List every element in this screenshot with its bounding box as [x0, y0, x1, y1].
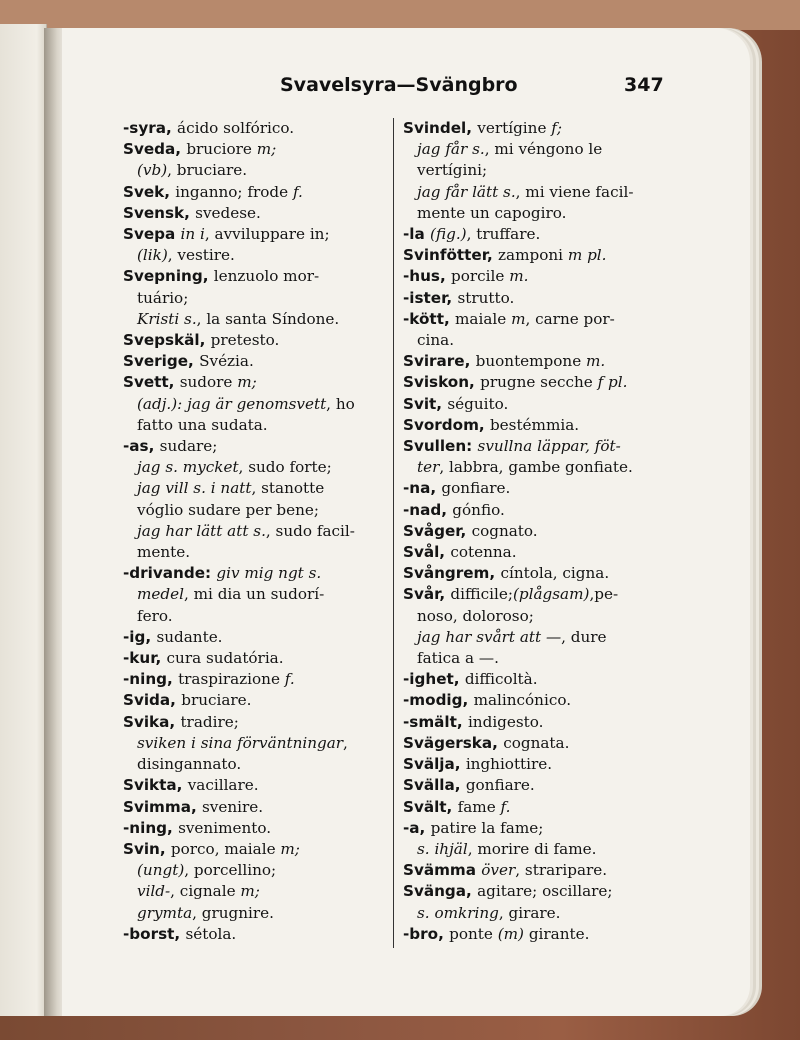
- dictionary-line: [403, 903, 681, 924]
- dictionary-line: [403, 478, 681, 499]
- entry-headword: Sviskon,: [403, 373, 481, 392]
- dictionary-line: [123, 542, 385, 563]
- page-header: [0, 72, 800, 102]
- left-column: [123, 118, 385, 945]
- entry-text: cura sudatória.: [166, 649, 284, 668]
- dictionary-line: [123, 139, 385, 160]
- entry-text: ,: [343, 733, 348, 752]
- dictionary-line: [123, 903, 385, 924]
- dictionary-line: [403, 330, 681, 351]
- entry-text: , ho: [326, 394, 355, 413]
- dictionary-line: [123, 330, 385, 351]
- entry-text: tuário;: [137, 288, 189, 307]
- entry-text: , labbra, gambe gonfiate.: [439, 458, 633, 477]
- dictionary-line: [403, 627, 681, 648]
- entry-italic: svullna läppar, föt-: [477, 437, 621, 456]
- entry-headword: -ister,: [403, 288, 458, 307]
- entry-text: traspirazione: [178, 670, 285, 689]
- dictionary-line: [403, 372, 681, 393]
- right-column: [403, 118, 681, 945]
- entry-headword: Svinfötter,: [403, 246, 499, 265]
- entry-headword: -kött,: [403, 309, 456, 328]
- entry-text: , mi dia un sudorí-: [183, 585, 325, 604]
- entry-text: inganno; frode: [175, 182, 293, 201]
- entry-italic: m;: [240, 882, 260, 901]
- entry-italic: m pl.: [567, 246, 607, 265]
- dictionary-line: [403, 860, 681, 881]
- entry-headword: Svullen:: [403, 437, 478, 456]
- entry-text: , grugnire.: [192, 903, 274, 922]
- dictionary-line: [403, 203, 681, 224]
- entry-headword: Svordom,: [403, 415, 490, 434]
- entry-text: fame: [457, 797, 501, 816]
- entry-italic: sviken i sina förväntningar: [137, 733, 344, 752]
- dictionary-line: [403, 690, 681, 711]
- entry-text: vertígine: [477, 119, 552, 137]
- entry-headword: -modig,: [403, 691, 474, 710]
- dictionary-line: [403, 160, 681, 181]
- entry-text: lenzuolo mor-: [213, 267, 320, 286]
- dictionary-line: [123, 457, 385, 478]
- dictionary-line: [123, 521, 385, 542]
- entry-text: cíntola, cigna.: [500, 564, 610, 583]
- dictionary-line: [403, 436, 681, 457]
- entry-headword: Svepskäl,: [123, 331, 211, 350]
- dictionary-line: [123, 203, 385, 224]
- entry-italic: m: [511, 309, 526, 328]
- entry-italic: jag har svårt att —: [417, 627, 562, 646]
- dictionary-line: [123, 309, 385, 330]
- dictionary-line: [403, 924, 681, 945]
- entry-headword: Svägerska,: [403, 733, 504, 752]
- entry-italic: ter: [417, 458, 440, 477]
- entry-headword: Svika,: [123, 712, 181, 731]
- dictionary-line: [123, 182, 385, 203]
- entry-italic: m;: [237, 373, 257, 392]
- dictionary-line: [123, 924, 385, 945]
- entry-headword: -nad,: [403, 500, 453, 519]
- entry-text: bruciare.: [181, 691, 252, 710]
- dictionary-line: [123, 860, 385, 881]
- entry-text: svenimento.: [178, 818, 272, 837]
- entry-headword: Svepa: [123, 225, 181, 244]
- entry-text: cognato.: [471, 521, 538, 540]
- entry-text: cognata.: [503, 733, 570, 752]
- entry-italic: medel: [137, 585, 184, 604]
- entry-italic: jag får s.: [417, 140, 485, 159]
- dictionary-line: [403, 563, 681, 584]
- entry-headword: -borst,: [123, 924, 186, 943]
- entry-headword: Svensk,: [123, 203, 196, 222]
- dictionary-line: [403, 648, 681, 669]
- entry-text: , carne por-: [525, 309, 615, 328]
- dictionary-line: [403, 245, 681, 266]
- entry-text: cotenna.: [450, 543, 517, 562]
- dictionary-line: [403, 415, 681, 436]
- entry-italic: (adj.): jag är genomsvett: [137, 394, 327, 413]
- entry-text: , morire di fame.: [467, 839, 597, 858]
- dictionary-line: [403, 500, 681, 521]
- entry-headword: -as,: [123, 437, 160, 456]
- entry-italic: vild-: [137, 882, 171, 901]
- entry-headword: -ig,: [123, 627, 157, 646]
- entry-text: , mi viene facil-: [515, 182, 634, 201]
- dictionary-line: [403, 712, 681, 733]
- entry-italic: f.: [284, 670, 295, 689]
- dictionary-line: [123, 881, 385, 902]
- entry-italic: över: [481, 861, 516, 880]
- entry-headword: Svåger,: [403, 521, 472, 540]
- entry-text: sudare;: [159, 437, 218, 456]
- entry-text: ,pe-: [589, 585, 619, 604]
- entry-headword: -syra,: [123, 119, 178, 137]
- dictionary-line: [123, 648, 385, 669]
- entry-headword: -bro,: [403, 924, 450, 943]
- entry-text: ácido solfórico.: [177, 119, 295, 137]
- entry-italic: jag vill s. i natt: [137, 479, 252, 498]
- entry-headword: -a,: [403, 818, 431, 837]
- entry-headword: Svält,: [403, 797, 458, 816]
- dictionary-line: [123, 288, 385, 309]
- entry-headword: Svår,: [403, 585, 451, 604]
- entry-text: Svézia.: [199, 352, 254, 371]
- entry-text: difficoltà.: [464, 670, 538, 689]
- entry-italic: jag får lätt s.: [417, 182, 516, 201]
- entry-headword: Sverige,: [123, 352, 200, 371]
- dictionary-line: [123, 775, 385, 796]
- dictionary-line: [403, 394, 681, 415]
- entry-headword: Svål,: [403, 543, 451, 562]
- dictionary-line: [403, 584, 681, 605]
- dictionary-line: [123, 839, 385, 860]
- dictionary-line: [403, 606, 681, 627]
- entry-text: porcile: [451, 267, 510, 286]
- entry-text: gonfiare.: [465, 776, 535, 795]
- entry-text: mente un capogiro.: [417, 203, 567, 222]
- entry-headword: -ning,: [123, 818, 179, 837]
- entry-headword: Svälla,: [403, 776, 466, 795]
- dictionary-line: [123, 606, 385, 627]
- entry-headword: -la: [403, 225, 431, 244]
- entry-italic: m;: [256, 140, 277, 159]
- dictionary-line: [403, 288, 681, 309]
- entry-italic: (ungt): [137, 861, 185, 880]
- entry-text: sudante.: [156, 627, 223, 646]
- entry-text: svedese.: [195, 203, 261, 222]
- dictionary-line: [123, 797, 385, 818]
- dictionary-line: [403, 457, 681, 478]
- entry-text: pretesto.: [210, 331, 280, 350]
- entry-text: agitare; oscillare;: [477, 882, 613, 901]
- dictionary-line: [123, 160, 385, 181]
- entry-text: patire la fame;: [430, 818, 544, 837]
- entry-text: , mi véngono le: [484, 140, 603, 159]
- dictionary-line: [403, 775, 681, 796]
- entry-text: girante.: [524, 924, 590, 943]
- entry-italic: (m): [497, 924, 524, 943]
- entry-text: fatto una sudata.: [137, 415, 268, 434]
- dictionary-line: [403, 118, 681, 139]
- entry-text: fatica a —.: [417, 649, 499, 668]
- dictionary-line: [403, 754, 681, 775]
- entry-headword: Svälja,: [403, 755, 466, 774]
- entry-italic: jag s. mycket: [137, 458, 239, 477]
- entry-italic: f.: [500, 797, 511, 816]
- entry-text: porco, maiale: [170, 839, 281, 858]
- entry-text: , sudo forte;: [238, 458, 332, 477]
- entry-headword: -hus,: [403, 267, 452, 286]
- dictionary-line: [123, 669, 385, 690]
- entry-italic: giv mig ngt s.: [216, 564, 322, 583]
- entry-text: difficile;: [450, 585, 513, 604]
- entry-text: bruciore: [186, 140, 257, 159]
- entry-text: noso, doloroso;: [417, 606, 534, 625]
- entry-headword: -na,: [403, 479, 442, 498]
- entry-text: , vestire.: [167, 246, 235, 265]
- entry-headword: Sveda,: [123, 140, 187, 159]
- entry-italic: m;: [280, 839, 300, 858]
- dictionary-line: [123, 500, 385, 521]
- entry-headword: Svit,: [403, 394, 448, 413]
- entry-text: gonfiare.: [441, 479, 511, 498]
- dictionary-line: [123, 394, 385, 415]
- entry-italic: s. ihjäl: [417, 839, 468, 858]
- entry-italic: f;: [551, 119, 563, 137]
- entry-text: tradire;: [180, 712, 239, 731]
- entry-headword: Svikta,: [123, 776, 188, 795]
- dictionary-line: [123, 372, 385, 393]
- entry-text: , dure: [561, 627, 607, 646]
- entry-headword: Svångrem,: [403, 564, 501, 583]
- dictionary-line: [123, 415, 385, 436]
- entry-text: malincónico.: [473, 691, 572, 710]
- dictionary-line: [123, 627, 385, 648]
- entry-text: bestémmia.: [489, 415, 580, 434]
- entry-italic: (vb): [137, 161, 168, 180]
- dictionary-line: [123, 584, 385, 605]
- entry-text: sétola.: [185, 924, 237, 943]
- dictionary-line: [403, 733, 681, 754]
- dictionary-line: [123, 118, 385, 139]
- entry-headword: -ning,: [123, 670, 179, 689]
- running-title: Svavelsyra—Svängbro: [280, 74, 518, 96]
- entry-text: zamponi: [498, 246, 568, 265]
- entry-text: , girare.: [498, 903, 561, 922]
- dictionary-line: [403, 881, 681, 902]
- dictionary-line: [403, 521, 681, 542]
- entry-italic: in i: [180, 225, 205, 244]
- entry-headword: -kur,: [123, 649, 167, 668]
- entry-text: gónfio.: [452, 500, 505, 519]
- dictionary-line: [403, 139, 681, 160]
- entry-text: inghiottire.: [465, 755, 553, 774]
- entry-headword: -smält,: [403, 712, 468, 731]
- entry-text: , la santa Síndone.: [196, 309, 340, 328]
- dictionary-line: [403, 182, 681, 203]
- entry-text: strutto.: [457, 288, 515, 307]
- entry-text: buontempone: [475, 352, 587, 371]
- dictionary-line: [123, 690, 385, 711]
- entry-text: svenire.: [202, 797, 264, 816]
- entry-text: , avviluppare in;: [204, 225, 330, 244]
- entry-headword: Svindel,: [403, 119, 478, 137]
- entry-text: séguito.: [447, 394, 509, 413]
- entry-headword: Svin,: [123, 839, 171, 858]
- entry-italic: m.: [586, 352, 606, 371]
- dictionary-line: [403, 309, 681, 330]
- dictionary-line: [123, 754, 385, 775]
- entry-text: indigesto.: [467, 712, 544, 731]
- entry-text: ponte: [449, 924, 498, 943]
- entry-text: vacillare.: [187, 776, 259, 795]
- entry-text: , straripare.: [515, 861, 608, 880]
- entry-text: , bruciare.: [167, 161, 248, 180]
- entry-text: mente.: [137, 543, 191, 562]
- dictionary-line: [403, 542, 681, 563]
- dictionary-line: [403, 818, 681, 839]
- entry-text: maiale: [455, 309, 512, 328]
- dictionary-line: [123, 818, 385, 839]
- entry-text: , cignale: [170, 882, 241, 901]
- entry-headword: Svimma,: [123, 797, 203, 816]
- dictionary-line: [123, 712, 385, 733]
- entry-headword: Svek,: [123, 182, 176, 201]
- entry-italic: f pl.: [597, 373, 628, 392]
- dictionary-line: [123, 733, 385, 754]
- entry-text: cina.: [417, 331, 455, 350]
- left-page-edge: [0, 24, 47, 1016]
- entry-italic: (lik): [137, 246, 168, 265]
- entry-headword: Svepning,: [123, 267, 214, 286]
- dictionary-line: [403, 839, 681, 860]
- dictionary-line: [123, 245, 385, 266]
- dictionary-line: [403, 266, 681, 287]
- entry-text: , truffare.: [466, 225, 541, 244]
- entry-italic: s. omkring: [417, 903, 499, 922]
- entry-headword: Svämma: [403, 861, 482, 880]
- dictionary-line: [403, 797, 681, 818]
- entry-headword: Svirare,: [403, 352, 476, 371]
- entry-text: , sudo facil-: [265, 521, 355, 540]
- entry-headword: Svett,: [123, 373, 180, 392]
- dictionary-line: [123, 478, 385, 499]
- column-divider: [393, 118, 394, 948]
- dictionary-line: [123, 563, 385, 584]
- dictionary-line: [123, 351, 385, 372]
- entry-italic: m.: [509, 267, 529, 286]
- entry-headword: -ighet,: [403, 670, 465, 689]
- entry-text: , porcellino;: [184, 861, 277, 880]
- entry-italic: jag har lätt att s.: [137, 521, 266, 540]
- entry-text: sudore: [179, 373, 238, 392]
- entry-headword: Svänga,: [403, 882, 478, 901]
- entry-text: vóglio sudare per bene;: [137, 500, 319, 519]
- entry-italic: grymta: [137, 903, 193, 922]
- entry-text: disingannato.: [137, 755, 242, 774]
- dictionary-line: [403, 224, 681, 245]
- entry-text: fero.: [137, 606, 173, 625]
- entry-text: prugne secche: [480, 373, 598, 392]
- page-number: 347: [624, 74, 664, 96]
- dictionary-line: [403, 351, 681, 372]
- book-cover-top-edge: [0, 0, 800, 30]
- dictionary-line: [123, 436, 385, 457]
- dictionary-line: [123, 266, 385, 287]
- entry-text: , stanotte: [251, 479, 325, 498]
- entry-text: vertígini;: [417, 161, 488, 180]
- entry-headword: Svida,: [123, 691, 182, 710]
- entry-italic: (plågsam): [512, 585, 590, 604]
- entry-italic: Kristi s.: [137, 309, 197, 328]
- entry-italic: (fig.): [430, 225, 467, 244]
- dictionary-line: [403, 669, 681, 690]
- dictionary-line: [123, 224, 385, 245]
- entry-headword: -drivande:: [123, 564, 217, 583]
- entry-italic: f.: [292, 182, 303, 201]
